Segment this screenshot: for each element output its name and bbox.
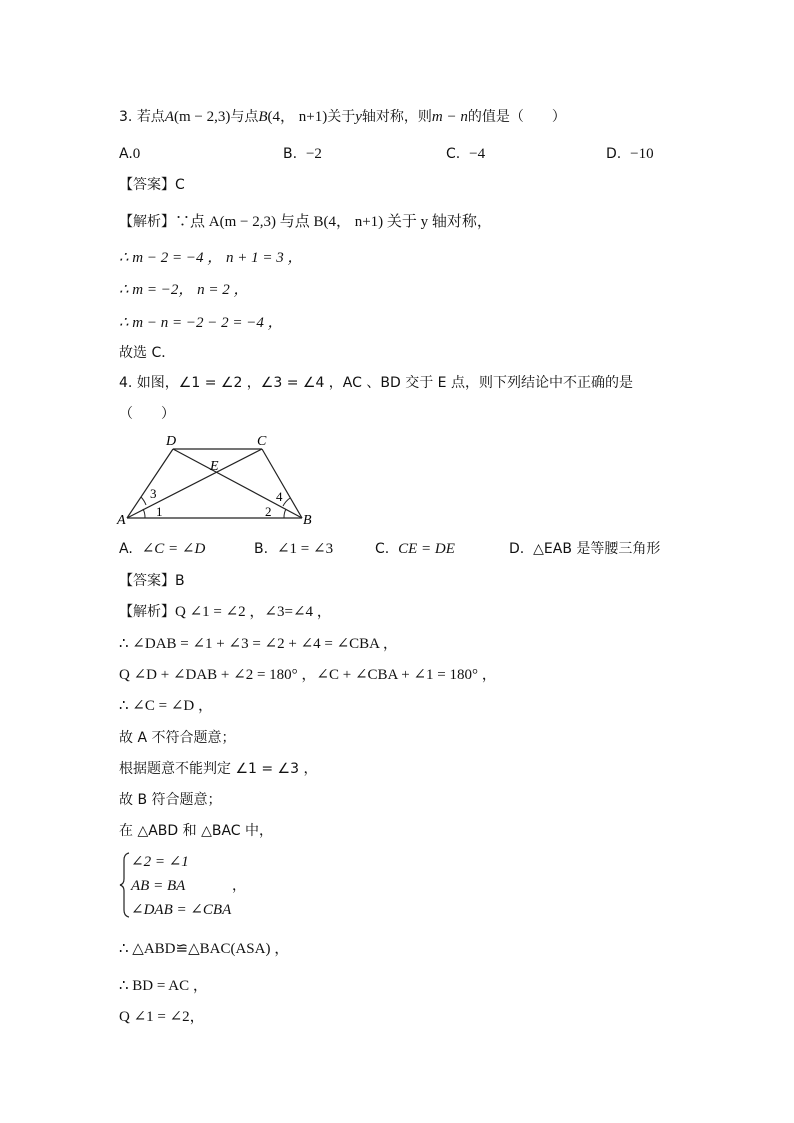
point-d-label: D (166, 434, 177, 449)
q3-analysis-1: 【解析】∵点 A(m − 2,3) 与点 B(4， n+1) 关于 y 轴对称， (119, 214, 492, 230)
q3-conclusion: 故选 C． (119, 345, 176, 361)
angle-arc-b (284, 509, 286, 518)
q3-option-c: C. −4 (446, 146, 486, 162)
q4-answer: 【答案】B (119, 573, 185, 589)
point-e-label: E (210, 459, 219, 474)
segment-ac (127, 449, 262, 518)
system-brace (119, 852, 131, 918)
segment-ad (127, 449, 173, 518)
q4-analysis-2: ∴ ∠DAB = ∠1 + ∠3 = ∠2 + ∠4 = ∠CBA ， (119, 636, 398, 652)
q4-option-d: D. △EAB 是等腰三角形 (509, 541, 661, 557)
point-b-label: B (258, 109, 268, 125)
angle-3-label: 3 (150, 486, 157, 501)
system-eq-1: ∠2 = ∠1 (131, 854, 189, 870)
q4-analysis-6: 根据题意不能判定 ∠1 = ∠3 ， (119, 761, 318, 777)
q4-analysis-3: Q ∠D + ∠DAB + ∠2 = 180° ，∠C + ∠CBA + ∠1 = 180° ， (119, 667, 497, 683)
q4-analysis-4: ∴ ∠C = ∠D ， (119, 698, 213, 714)
system-comma: ， (232, 878, 246, 894)
angle-arc-a2 (141, 497, 146, 505)
point-b-label: B (303, 513, 312, 528)
point-c-label: C (257, 434, 267, 449)
q3-answer: 【答案】C (119, 177, 185, 193)
q3-analysis-3: ∴ m = −2， n = 2 ， (119, 282, 249, 298)
geometry-figure (115, 430, 325, 530)
q4-option-b: B. ∠1 = ∠3 (254, 541, 334, 557)
angle-2-label: 2 (265, 504, 272, 519)
q3-option-b: B. −2 (283, 146, 322, 162)
q3-option-d: D. −10 (606, 146, 654, 162)
angle-arc-a (143, 509, 145, 518)
question-number: 3. (119, 109, 133, 125)
q4-analysis-7: 故 B 符合题意； (119, 792, 222, 808)
q4-analysis-5: 故 A 不符合题意； (119, 730, 236, 746)
point-a-label: A (164, 109, 174, 125)
q3-option-a: A.0 (119, 146, 141, 162)
q4-analysis-11: Q ∠1 = ∠2， (119, 1009, 205, 1025)
point-a-label: A (117, 513, 126, 528)
q4-analysis-1: 【解析】Q ∠1 = ∠2 ，∠3=∠4 ， (119, 604, 332, 620)
q4-stem-paren: （ ） (119, 406, 175, 422)
q4-analysis-8: 在 △ABD 和 △BAC 中， (119, 823, 274, 839)
q3-analysis-4: ∴ m − n = −2 − 2 = −4 ， (119, 315, 283, 331)
q4-stem: 4. 如图，∠1 = ∠2 ，∠3 = ∠4 ，AC 、BD 交于 E 点，则下列结论中不正确的是 (119, 375, 633, 391)
angle-1-label: 1 (156, 504, 163, 519)
q4-option-c: C. CE = DE (375, 541, 455, 557)
q4-analysis-10: ∴ BD = AC ， (119, 978, 208, 994)
q3-analysis-2: ∴ m − 2 = −4 ， n + 1 = 3 ， (119, 250, 303, 266)
system-eq-2: AB = BA (131, 878, 186, 894)
angle-4-label: 4 (276, 489, 283, 504)
q4-option-a: A. ∠C = ∠D (119, 541, 206, 557)
angle-arc-b2 (283, 498, 290, 506)
q4-analysis-9: ∴ △ABD≌△BAC(ASA) ， (119, 941, 290, 957)
system-eq-3: ∠DAB = ∠CBA (131, 902, 232, 918)
q3-stem: 3. 若点A(m − 2,3)与点B(4， n+1)关于y轴对称，则m − n的值是（ ） (119, 109, 566, 125)
